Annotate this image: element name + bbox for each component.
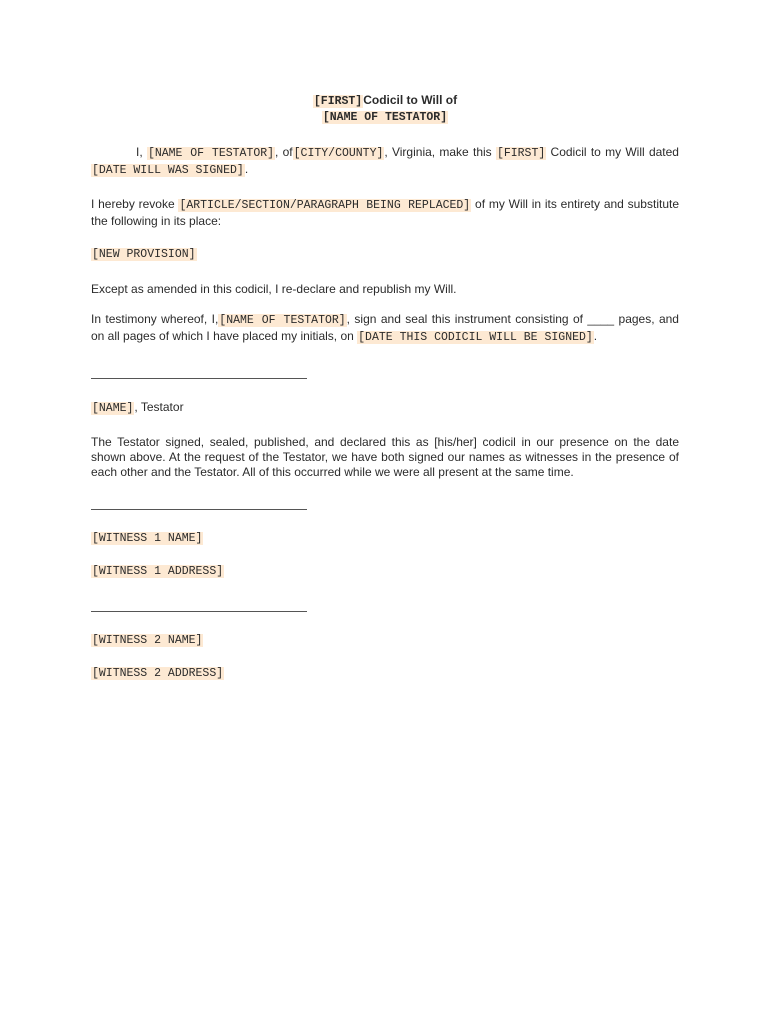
text: I hereby revoke: [91, 197, 179, 211]
document-title: [91, 93, 679, 125]
text: Codicil to my Will dated: [546, 145, 679, 159]
placeholder-city-county: [CITY/COUNTY]: [293, 147, 384, 160]
paragraph-declaration: [91, 145, 679, 178]
placeholder-testator-name: [NAME OF TESTATOR]: [322, 111, 448, 124]
paragraph-attestation: The Testator signed, sealed, published, and declared this as [his/her] codicil in our presence on the date shown above. At the request of the Testator, we have both signed our names as witnesses in the presence of each other and the Testator. All of this occurred while we were all present at the same time.: [91, 434, 679, 479]
text: .: [244, 161, 249, 176]
placeholder-witness-1-address: [WITNESS 1 ADDRESS]: [92, 565, 224, 578]
placeholder-date-will-signed: [DATE WILL WAS SIGNED]: [92, 163, 244, 177]
witness-2-signature-line: [91, 611, 307, 612]
testator-signature-line: [91, 378, 307, 379]
text: of my Will in its entirety and substitute the following in its place:: [91, 197, 679, 228]
placeholder-first: [FIRST]: [496, 147, 546, 160]
witness-1-signature-line: [91, 509, 307, 510]
text: , Virginia, make this: [384, 145, 496, 159]
placeholder-name: [NAME]: [92, 402, 134, 415]
testator-name-line: [91, 400, 679, 417]
paragraph-republish: Except as amended in this codicil, I re-declare and republish my Will.: [91, 281, 457, 296]
witness-1-address-line: [91, 563, 679, 580]
placeholder-testator-name: [NAME OF TESTATOR]: [219, 314, 346, 327]
title-text: Codicil to Will of: [363, 93, 458, 107]
placeholder-witness-1-name: [WITNESS 1 NAME]: [92, 531, 203, 545]
paragraph-revocation: [91, 197, 679, 229]
title-line-2: [91, 109, 679, 125]
placeholder-date-codicil-signed: [DATE THIS CODICIL WILL BE SIGNED]: [358, 330, 593, 344]
text: , Testator: [134, 400, 184, 414]
title-line-1: [91, 93, 679, 109]
witness-2-address-line: [91, 665, 679, 682]
text: In testimony whereof, I,: [91, 312, 219, 326]
paragraph-new-provision: [91, 246, 679, 263]
paragraph-testimony: [91, 312, 679, 345]
witness-2-name-line: [91, 632, 679, 649]
text: .: [593, 328, 598, 343]
placeholder-testator-name: [NAME OF TESTATOR]: [147, 147, 275, 160]
placeholder-article: [ARTICLE/SECTION/PARAGRAPH BEING REPLACED]: [179, 199, 471, 212]
text: , sign and seal this instrument consisting of ____ pages, and on all pages of which I have placed my initials, on: [91, 312, 679, 343]
placeholder-witness-2-address: [WITNESS 2 ADDRESS]: [92, 667, 224, 680]
placeholder-first: [FIRST]: [313, 95, 363, 108]
text: , of: [275, 145, 293, 159]
placeholder-new-provision: [NEW PROVISION]: [92, 248, 196, 261]
placeholder-witness-2-name: [WITNESS 2 NAME]: [92, 633, 203, 647]
document-body: [91, 93, 679, 682]
text: I,: [136, 145, 147, 159]
witness-1-name-line: [91, 530, 679, 547]
